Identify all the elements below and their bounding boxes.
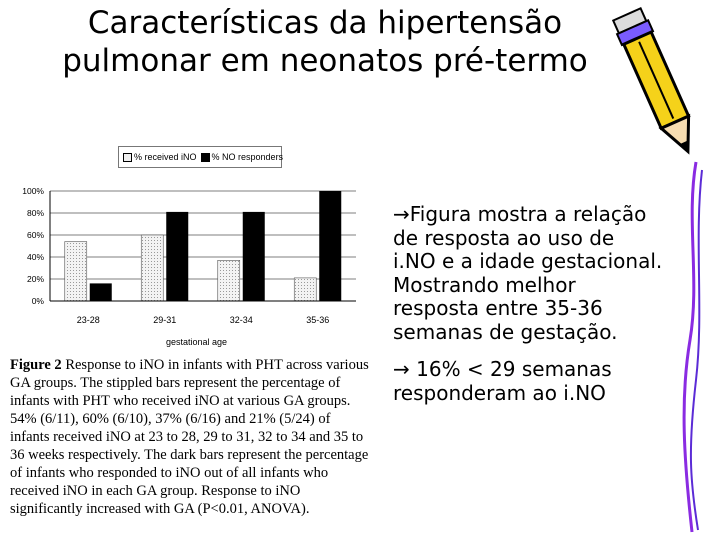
- y-tick-label: 60%: [26, 230, 44, 240]
- bar-no-responders: [243, 212, 265, 301]
- bar-chart: [6, 182, 366, 342]
- x-tick-label: 29-31: [153, 315, 177, 325]
- y-tick-label: 100%: [22, 186, 44, 196]
- bar-no-responders: [166, 212, 188, 301]
- figure-label: Figure 2: [10, 357, 62, 373]
- bar-received-ino: [141, 235, 163, 301]
- legend-swatch-received: [123, 153, 132, 162]
- bar-no-responders: [90, 283, 112, 301]
- chart-bars: [65, 191, 342, 301]
- y-tick-label: 80%: [26, 208, 44, 218]
- y-tick-label: 20%: [26, 274, 44, 284]
- bar-received-ino: [65, 242, 87, 301]
- bullet-item: →Figura mostra a relação de resposta ao uso de i.NO e a idade gestacional. Mostrando melhor resposta entre 35-36 semanas de gestação.: [393, 202, 663, 344]
- legend-swatch-responders: [201, 153, 210, 162]
- x-tick-label: 35-36: [306, 315, 330, 325]
- bullet-list: [393, 203, 663, 419]
- legend-label-responders: % NO responders: [211, 152, 284, 162]
- chart-legend: [118, 146, 282, 168]
- slide-title: Características da hipertensão pulmonar em neonatos pré-termo: [62, 5, 588, 79]
- x-tick-label: 23-28: [76, 315, 100, 325]
- y-tick-label: 0%: [31, 296, 44, 306]
- bullet-item: → 16% < 29 semanas responderam ao i.NO: [393, 357, 612, 405]
- decorative-stripe: [676, 160, 706, 535]
- bar-received-ino: [218, 260, 240, 301]
- pencil-icon: [612, 2, 702, 167]
- bar-no-responders: [319, 191, 341, 301]
- x-tick-label: 32-34: [229, 315, 253, 325]
- bar-received-ino: [294, 278, 316, 301]
- legend-label-received: % received iNO: [134, 152, 197, 162]
- y-tick-label: 40%: [26, 252, 44, 262]
- figure-caption: [10, 356, 370, 518]
- x-axis-label: gestational age: [166, 337, 228, 347]
- figure-caption-text: Response to iNO in infants with PHT across various GA groups. The stippled bars represent the percentage of infants with PHT who received iNO at various GA groups. 54% (6/11), 60% (6/10), 37% (6/16) and 21% (5/24) of infants received iNO at 23 to 28, 29 to 31, 32 to 34 and 35 to 36 weeks respectively. The dark bars represent the percentage of infants who responded to iNO out of all infants who received iNO in each GA group. Response to iNO significantly increased with GA (P<0.01, ANOVA).: [10, 357, 369, 517]
